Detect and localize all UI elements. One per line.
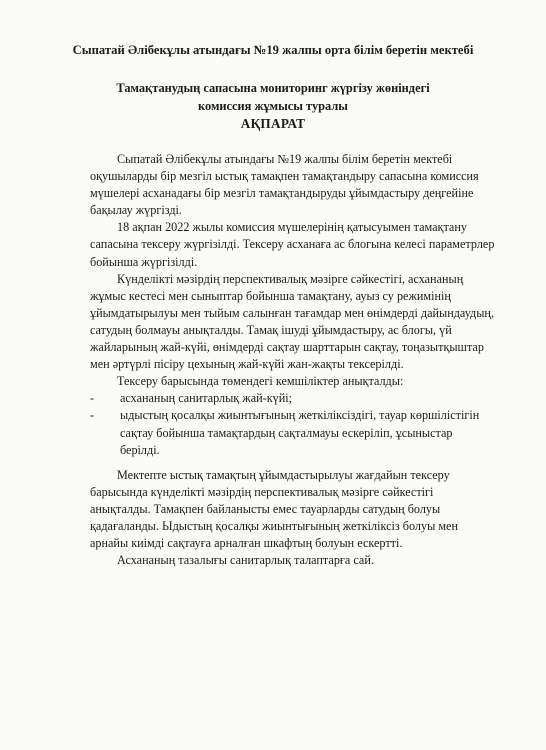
document-title-line: Тамақтанудың сапасына мониторинг жүргізу жөніндегі: [116, 81, 430, 95]
text-line: Күнделікті мәзірдің перспективалық мәзірге сәйкестігі, асхананың: [117, 271, 464, 286]
text-line: сапасына тексеру жүргізілді. Тексеру асханаға ас блогына келесі параметрлер: [90, 237, 495, 252]
text-line: мен әртүрлі пісіру цехының жай-күйі жан-жақты тексерілді.: [90, 357, 404, 372]
text-line: қадағаланды. Ыдыстың қосалқы жиынтығының жеткіліксіз болуы мен: [90, 518, 458, 533]
text-line: анықталды. Тамақпен байланысты емес тауарларды сатудың болуы: [90, 501, 441, 516]
paragraph-6: [90, 552, 506, 569]
text-line: Сыпатай Әлібекұлы атындағы №19 жалпы білім беретін мектебі: [117, 152, 453, 166]
document-title: [40, 79, 506, 133]
list-item: [90, 407, 506, 424]
list-item: [90, 390, 506, 407]
list-item-continuation: берілді.: [120, 442, 160, 457]
school-title: Сыпатай Әлібекұлы атындағы №19 жалпы орта білім беретін мектебі: [72, 43, 474, 57]
text-line: жұмыс кестесі мен сыныптар бойынша тамақтану, ауыз су режимінің: [90, 288, 451, 303]
paragraph-4: [90, 373, 506, 390]
text-line: бақылау жүргізді.: [90, 203, 182, 218]
document-body: [90, 151, 506, 569]
text-line: мүшелері асханадағы бір мезгіл тамақтандыруды ұйымдастыру деңгейіне: [90, 186, 474, 201]
paragraph-spacer: [90, 459, 506, 467]
list-item-continuation: сақтау бойынша тамақтардың сақталмауы ескеріліп, ұсыныстар: [120, 425, 453, 440]
text-line: арнайы киімді сақтауға арналған шкафтың болуын ескертті.: [90, 536, 403, 551]
deficiency-list: [90, 390, 506, 458]
paragraph-2: [90, 219, 506, 270]
list-item-text: ыдыстың қосалқы жиынтығының жеткіліксіздігі, тауар көршілістігін: [120, 408, 480, 423]
text-line: Тексеру барысында төмендегі кемшіліктер анықталды:: [117, 374, 404, 389]
document-heading-akparat: АҚПАРАТ: [240, 116, 306, 131]
list-dash: -: [90, 408, 95, 423]
text-line: оқушыларды бір мезгіл ыстық тамақпен тамақтандыру сапасына комиссия: [90, 169, 479, 184]
text-line: барысында күнделікті мәзірдің перспективалық мәзірге сәйкестігі: [90, 484, 434, 499]
paragraph-1: [90, 151, 506, 219]
text-line: 18 ақпан 2022 жылы комиссия мүшелерінің қатысуымен тамақтану: [117, 220, 467, 235]
list-item-text: асхананың санитарлық жай-күйі;: [120, 391, 292, 406]
document-title-line: комиссия жұмысы туралы: [198, 99, 348, 113]
text-line: сатудың болмауы анықталды. Тамақ ішуді ұйымдастыру, ас блогы, үй: [90, 322, 452, 337]
text-line: Асхананың тазалығы санитарлық талаптарға сай.: [117, 553, 374, 568]
text-line: ұйымдатырылуы мен тыйым салынған тағамдар мен өнімдерді дайындаудың,: [90, 305, 494, 320]
paragraph-5: [90, 467, 506, 552]
text-line: жайларының жай-күйі, өнімдерді сақтау шарттарын сақтау, тоңазытқыштар: [90, 340, 484, 355]
paragraph-3: [90, 271, 506, 374]
text-line: бойынша жүргізілді.: [90, 254, 198, 269]
text-line: Мектепте ыстық тамақтың ұйымдастырылуы жағдайын тексеру: [117, 467, 450, 482]
list-dash: -: [90, 391, 95, 406]
